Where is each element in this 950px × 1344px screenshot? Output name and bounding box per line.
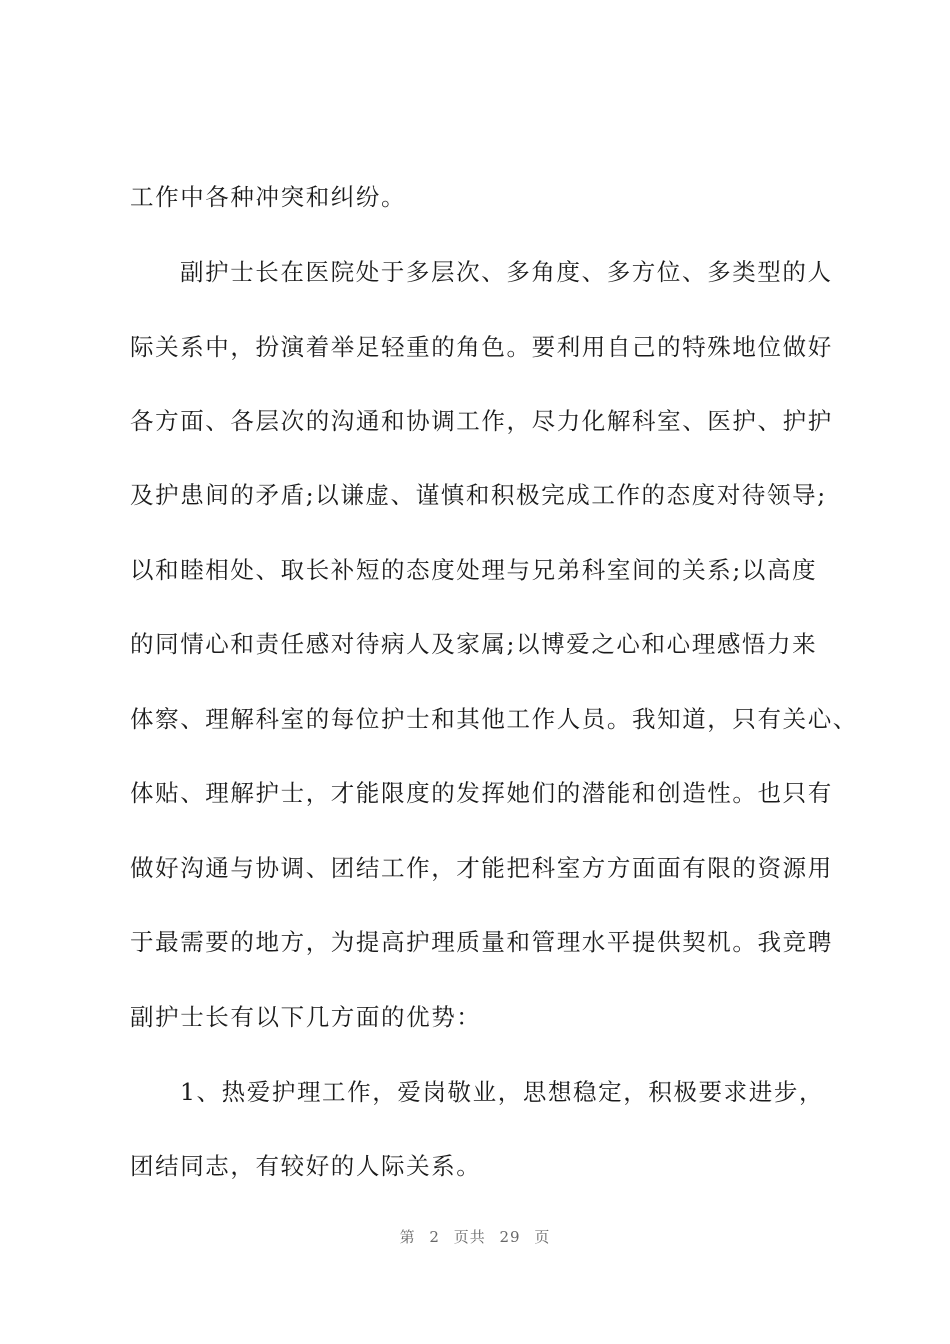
paragraph-start-line: 副护士长在医院处于多层次、多角度、多方位、多类型的人 (180, 258, 833, 286)
footer-middle: 页共 (453, 1228, 486, 1246)
footer-prefix: 第 (399, 1228, 416, 1246)
text-line-11: 于最需要的地方，为提高护理质量和管理水平提供契机。我竞聘 (130, 928, 833, 956)
text-line-7: 的同情心和责任感对待病人及家属;以博爱之心和心理感悟力来 (130, 630, 818, 658)
text-line-4: 各方面、各层次的沟通和协调工作，尽力化解科室、医护、护护 (130, 407, 833, 435)
text-line-8: 体察、理解科室的每位护士和其他工作人员。我知道，只有关心、 (130, 705, 858, 733)
footer-page-number: 2 (429, 1228, 440, 1246)
text-line-1: 工作中各种冲突和纠纷。 (130, 183, 407, 211)
text-line-12: 副护士长有以下几方面的优势： (130, 1003, 482, 1031)
text-line-10: 做好沟通与协调、团结工作，才能把科室方方面面有限的资源用 (130, 854, 833, 882)
text-line-9: 体贴、理解护士，才能限度的发挥她们的潜能和创造性。也只有 (130, 779, 833, 807)
text-line-6: 以和睦相处、取长补短的态度处理与兄弟科室间的关系;以高度 (130, 556, 818, 584)
footer-total-pages: 29 (499, 1228, 521, 1246)
text-line-14: 团结同志，有较好的人际关系。 (130, 1152, 482, 1180)
text-line-5: 及护患间的矛盾;以谦虚、谨慎和积极完成工作的态度对待领导; (130, 481, 827, 509)
text-line-3: 际关系中，扮演着举足轻重的角色。要利用自己的特殊地位做好 (130, 333, 833, 361)
page-footer (0, 1226, 950, 1247)
footer-suffix: 页 (534, 1228, 551, 1246)
list-item-1-line: 1、热爱护理工作，爱岗敬业，思想稳定，积极要求进步， (180, 1078, 825, 1106)
